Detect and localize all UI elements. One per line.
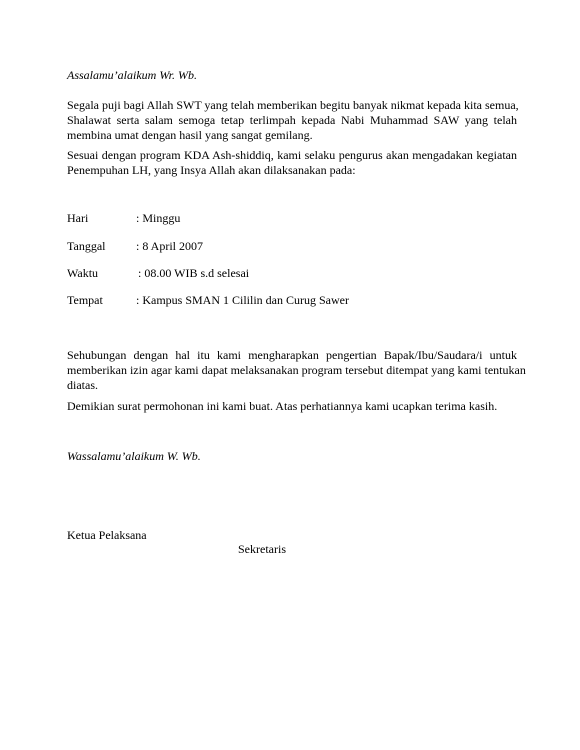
detail-label-date: Tanggal (67, 239, 106, 253)
closing-salutation: Wassalamu’alaikum W. Wb. (67, 449, 201, 463)
detail-value-date: : 8 April 2007 (136, 239, 204, 253)
detail-label-time: Waktu (67, 266, 99, 280)
closing-paragraph: Demikian surat permohonan ini kami buat. Atas perhatiannya kami ucapkan terima kasih. (67, 399, 498, 413)
request-paragraph-line: diatas. (67, 378, 98, 392)
detail-label-day: Hari (67, 211, 89, 225)
detail-value-place: : Kampus SMAN 1 Cililin dan Curug Sawer (136, 293, 349, 307)
opening-paragraph (67, 98, 517, 143)
signatory-chairman: Ketua Pelaksana (67, 528, 147, 542)
request-paragraph-line: Sehubungan dengan hal itu kami mengharapkan pengertian Bapak/Ibu/Saudara/i untuk (67, 348, 517, 362)
program-paragraph-line: Sesuai dengan program KDA Ash-shiddiq, kami selaku pengurus akan mengadakan kegiatan (67, 148, 517, 162)
request-paragraph-line: memberikan izin agar kami dapat melaksanakan program tersebut ditempat yang kami tentukan (67, 363, 526, 377)
program-paragraph-line: Penempuhan LH, yang Insya Allah akan dilaksanakan pada: (67, 163, 356, 177)
program-paragraph (67, 148, 517, 178)
detail-value-day: : Minggu (136, 211, 181, 225)
opening-paragraph-line: Shalawat serta salam semoga tetap terlimpah kepada Nabi Muhammad SAW yang telah (67, 113, 517, 127)
greeting: Assalamu’alaikum Wr. Wb. (67, 68, 197, 82)
opening-paragraph-line: membina umat dengan hasil yang sangat gemilang. (67, 128, 313, 142)
opening-paragraph-line: Segala puji bagi Allah SWT yang telah memberikan begitu banyak nikmat kepada kita semua, (67, 98, 519, 112)
request-paragraph (67, 348, 526, 393)
signatory-secretary: Sekretaris (238, 542, 286, 556)
detail-label-place: Tempat (67, 293, 103, 307)
detail-value-time: : 08.00 WIB s.d selesai (138, 266, 250, 280)
